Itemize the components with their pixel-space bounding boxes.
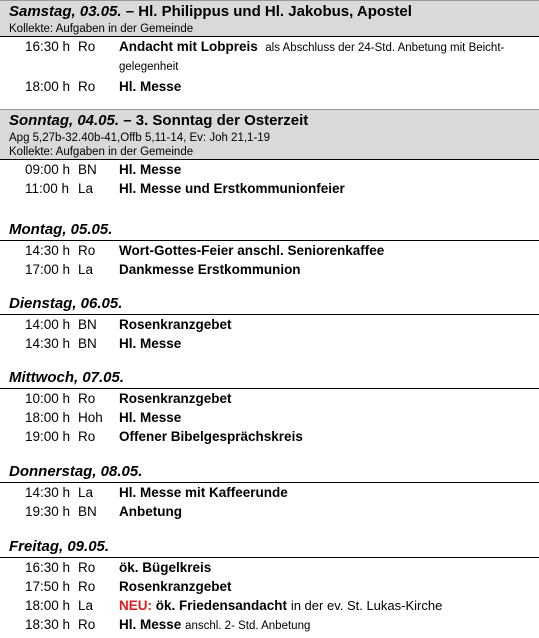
event-title: Hl. Messe — [119, 410, 182, 425]
feast-name: 3. Sonntag der Osterzeit — [135, 112, 309, 129]
day-date: Sonntag, 04.05. — [9, 112, 120, 129]
day-header — [0, 293, 539, 315]
event-row — [0, 241, 539, 260]
event-title: Hl. Messe — [119, 336, 182, 351]
event-time: 17:00 h — [25, 262, 71, 277]
event-location: La — [78, 485, 94, 500]
day-date: Mittwoch, 07.05. — [9, 369, 125, 386]
event-title: Hl. Messe — [119, 617, 182, 632]
event-row — [0, 577, 539, 596]
event-title: Hl. Messe — [119, 79, 182, 94]
event-list — [0, 483, 539, 521]
event-title: Offener Bibelgesprächskreis — [119, 429, 303, 444]
day-header — [0, 109, 539, 160]
event-row — [0, 334, 539, 353]
event-title: Wort-Gottes-Feier anschl. Seniorenkaffee — [119, 243, 385, 258]
event-description — [119, 241, 535, 260]
event-title: Hl. Messe und Erstkommunionfeier — [119, 181, 345, 196]
event-title: Dankmesse Erstkommunion — [119, 262, 301, 277]
collection-note: Kollekte: Aufgaben in der Gemeinde — [0, 22, 539, 37]
feast-name: Hl. Philippus und Hl. Jakobus, Apostel — [138, 3, 412, 20]
event-row — [0, 558, 539, 577]
event-time: 19:30 h — [25, 504, 71, 519]
collection-note: Kollekte: Aufgaben in der Gemeinde — [0, 145, 539, 160]
event-description — [119, 596, 535, 615]
event-description — [119, 558, 535, 577]
event-location: BN — [78, 162, 97, 177]
event-description — [119, 260, 535, 279]
event-title: Andacht mit Lobpreis — [119, 39, 258, 54]
day-date: Freitag, 09.05. — [9, 538, 110, 555]
day-tuesday — [0, 293, 539, 353]
event-row — [0, 408, 539, 427]
day-header — [0, 461, 539, 483]
event-time: 14:00 h — [25, 317, 71, 332]
event-time: 11:00 h — [25, 181, 70, 196]
day-header — [0, 536, 539, 558]
event-description — [119, 408, 535, 427]
event-note: anschl. 2- Std. Anbetung — [185, 620, 311, 632]
event-row — [0, 596, 539, 615]
event-row — [0, 502, 539, 521]
event-row — [0, 615, 539, 634]
event-time: 14:30 h — [25, 336, 71, 351]
event-title: Rosenkranzgebet — [119, 317, 232, 332]
event-description — [119, 315, 535, 334]
event-description — [119, 389, 535, 408]
event-note: als Abschluss der 24-Std. Anbetung mit Beicht-gelegenheit — [119, 42, 505, 73]
event-time: 16:30 h — [25, 560, 71, 575]
day-monday — [0, 219, 539, 279]
event-time: 14:30 h — [25, 243, 71, 258]
event-location: BN — [78, 504, 97, 519]
event-time: 18:00 h — [25, 598, 71, 613]
event-row — [0, 179, 539, 198]
event-title: Rosenkranzgebet — [119, 579, 232, 594]
event-description — [119, 77, 535, 96]
event-description — [119, 483, 535, 502]
event-location: Ro — [78, 429, 96, 444]
event-title: ök. Bügelkreis — [119, 560, 212, 575]
event-location: Ro — [78, 391, 96, 406]
event-list — [0, 37, 539, 96]
day-title: Sonntag, 04.05. – 3. Sonntag der Osterzeit — [9, 112, 309, 129]
event-location: Ro — [78, 617, 96, 632]
event-description — [119, 334, 535, 353]
event-location: La — [78, 181, 94, 196]
day-title — [9, 293, 539, 314]
event-time: 19:00 h — [25, 429, 71, 444]
event-location: BN — [78, 317, 97, 332]
event-list — [0, 160, 539, 198]
event-description — [119, 615, 535, 635]
day-date: Samstag, 03.05. — [9, 3, 122, 20]
day-friday — [0, 536, 539, 634]
day-date: Donnerstag, 08.05. — [9, 463, 143, 480]
event-note: in der ev. St. Lukas-Kirche — [290, 598, 443, 613]
day-title — [9, 536, 539, 557]
event-time: 09:00 h — [25, 162, 71, 177]
event-time: 14:30 h — [25, 485, 71, 500]
event-time: 17:50 h — [25, 579, 71, 594]
event-time: 18:30 h — [25, 617, 71, 632]
event-list — [0, 389, 539, 446]
event-description — [119, 179, 535, 198]
event-row — [0, 389, 539, 408]
day-thursday — [0, 461, 539, 521]
event-title: Anbetung — [119, 504, 182, 519]
day-title — [9, 367, 539, 388]
day-date: Dienstag, 06.05. — [9, 295, 123, 312]
event-location: La — [78, 598, 94, 613]
event-description — [119, 577, 535, 596]
event-title: ök. Friedensandacht — [155, 598, 288, 613]
day-title — [9, 219, 539, 240]
event-row — [0, 483, 539, 502]
day-date: Montag, 05.05. — [9, 221, 113, 238]
event-list — [0, 241, 539, 279]
event-time: 16:30 h — [25, 39, 71, 54]
event-title: Rosenkranzgebet — [119, 391, 232, 406]
event-time: 10:00 h — [25, 391, 71, 406]
day-title: Samstag, 03.05. – Hl. Philippus und Hl. Jakobus, Apostel — [9, 3, 412, 20]
day-saturday — [0, 0, 539, 96]
event-location: Ro — [78, 243, 96, 258]
event-location: BN — [78, 336, 97, 351]
event-row — [0, 315, 539, 334]
event-list — [0, 558, 539, 634]
event-location: La — [78, 262, 94, 277]
event-description — [119, 37, 535, 76]
event-time: 18:00 h — [25, 79, 71, 94]
event-description — [119, 427, 535, 446]
event-row — [0, 427, 539, 446]
event-location: Ro — [78, 560, 96, 575]
day-header — [0, 219, 539, 241]
event-location: Ro — [78, 79, 96, 94]
day-header — [0, 367, 539, 389]
event-row — [0, 37, 539, 77]
event-title: Hl. Messe mit Kaffeerunde — [119, 485, 288, 500]
new-badge: NEU: — [119, 598, 152, 613]
event-list — [0, 315, 539, 353]
readings-note: Apg 5,27b-32.40b-41,Offb 5,11-14, Ev: Joh 21,1-19 — [9, 132, 271, 144]
event-row — [0, 160, 539, 179]
event-location: Ro — [78, 579, 96, 594]
event-row — [0, 77, 539, 96]
day-sunday — [0, 109, 539, 198]
day-header — [0, 0, 539, 37]
event-location: Ro — [78, 39, 96, 54]
event-description — [119, 502, 535, 521]
event-title: Hl. Messe — [119, 162, 182, 177]
event-time: 18:00 h — [25, 410, 71, 425]
event-description — [119, 160, 535, 179]
event-location: Hoh — [78, 410, 103, 425]
event-row — [0, 260, 539, 279]
day-wednesday — [0, 367, 539, 446]
day-title — [9, 461, 539, 482]
